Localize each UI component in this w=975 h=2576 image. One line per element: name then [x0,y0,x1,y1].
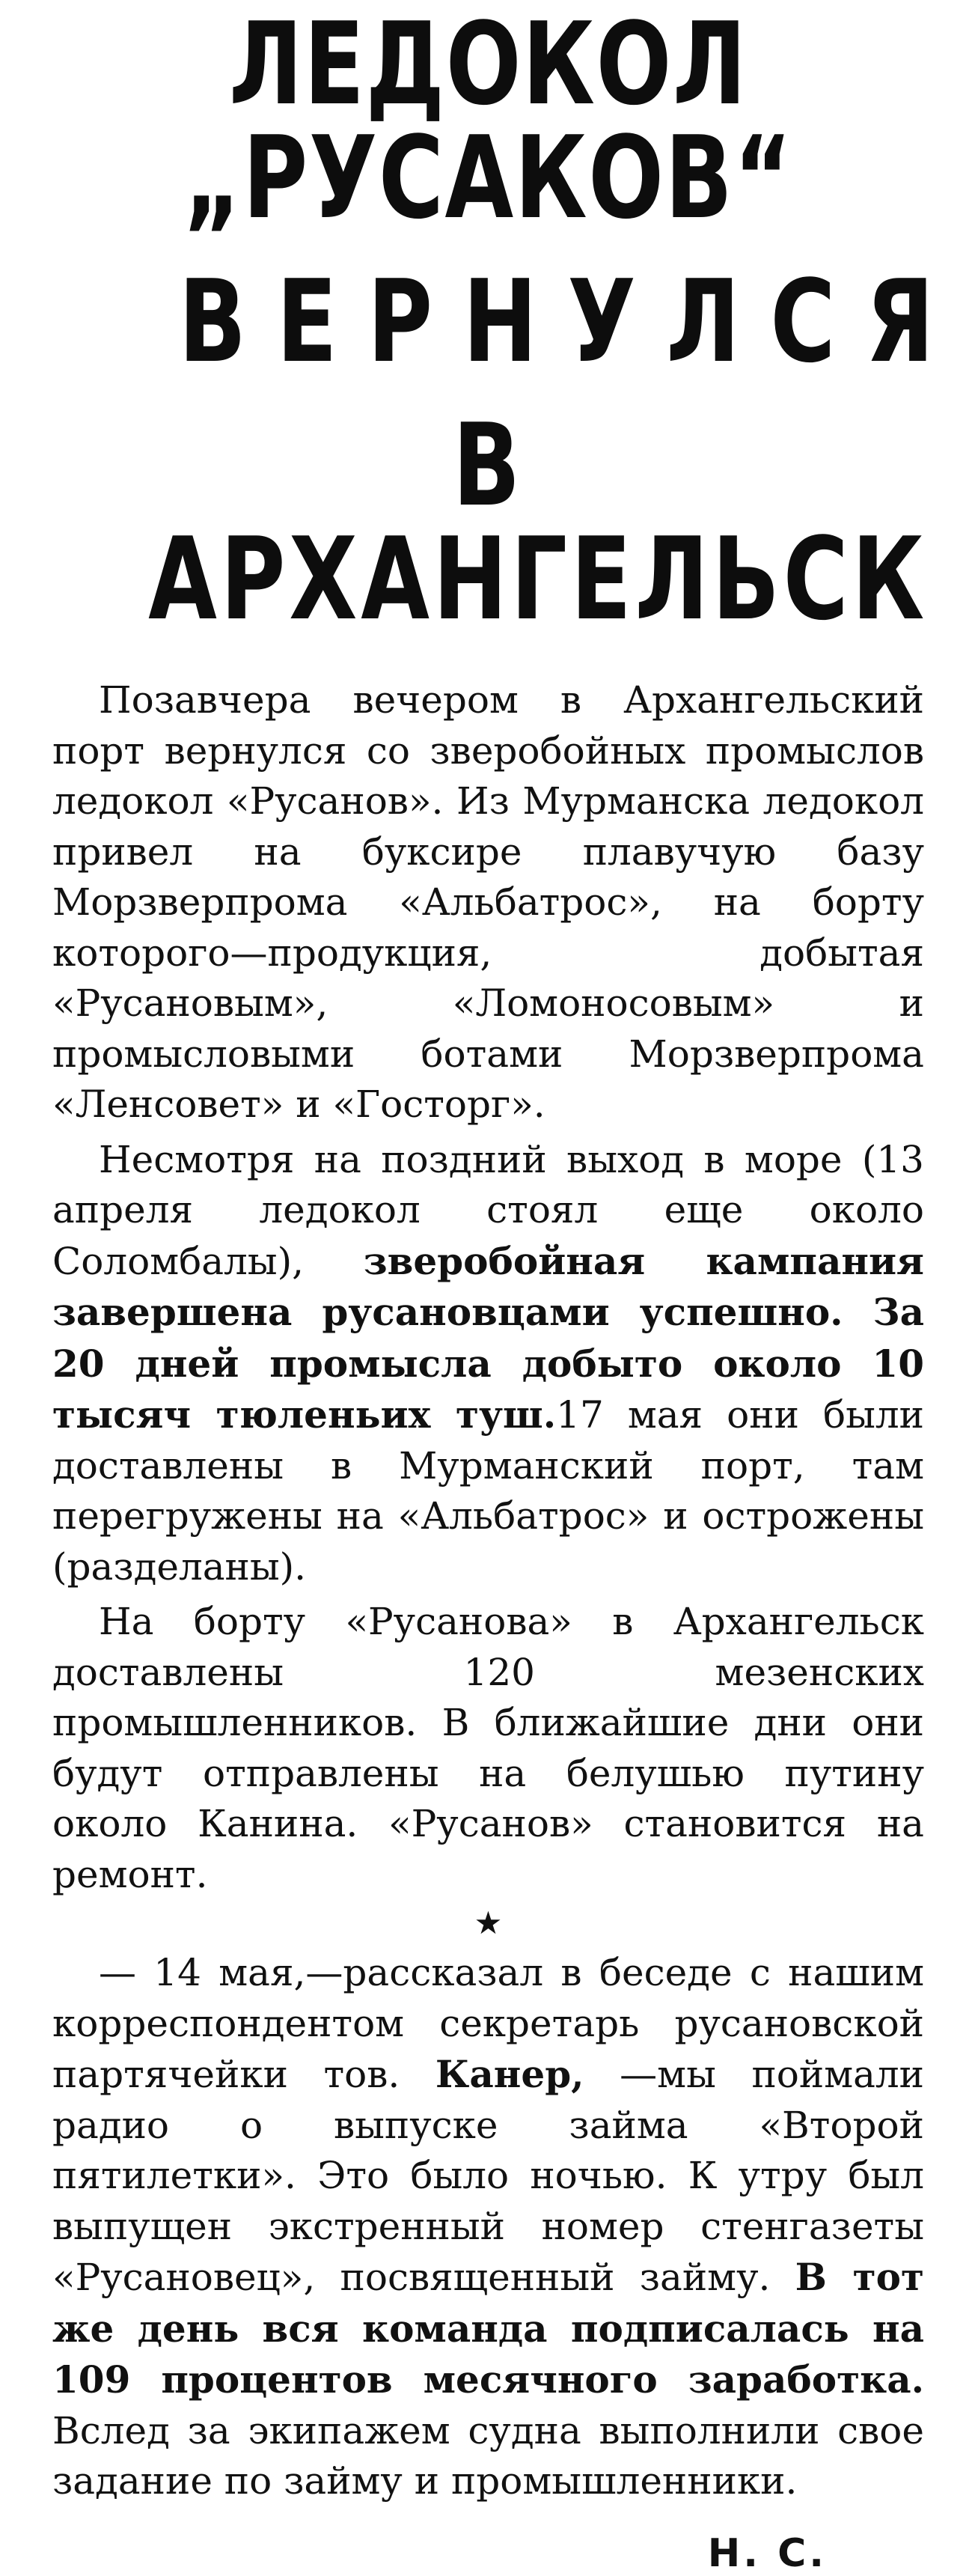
article-body [52,675,924,2507]
paragraph-1: Позавчера вечером в Архангельский порт вернулся со зверобойных промыслов ледокол «Русанов». Из Мурманска ледокол привел на буксире плавучую базу Морзверпрома «Альбатрос», на борту которого—продукция, добытая «Русановым», «Ломоносовым» и промысловыми ботами Морзверпрома «Ленсовет» и «Госторг». [52,678,924,1126]
paragraph-4-intro: — 14 мая,—рассказал в беседе с нашим корреспондентом секретарь русановской партячейки тов. [52,1951,924,2096]
paragraph-4-bold: В тот же день вся команда подписалась на 109 процентов месячного заработка. [52,2255,924,2402]
paragraph-2 [52,1135,924,1593]
signature: Н. С. [707,2530,827,2576]
star-separator-icon: ★ [474,1904,503,1941]
paragraph-4-tail: Вслед за экипажем судна выполнили свое задание по займу и промышленники. [52,2408,924,2503]
paragraph-2-intro: Несмотря на поздний выход в море (13 апреля ледокол стоял еще около Соломбалы), [52,1137,924,1283]
headline-line-3: В АРХАНГЕЛЬСК [148,399,928,645]
headline-line-2: ВЕРНУЛСЯ [178,255,965,388]
headline-line-1: ЛЕДОКОЛ „РУСАКОВ“ [183,0,794,244]
paragraph-3: На борту «Русанова» в Архангельск доставлены 120 мезенских промышленников. В ближайшие дни они будут отправлены на белушью путину около Канина. «Русанов» становится на ремонт. [52,1600,924,1896]
paragraph-2-bold: зверобойная кампания завершена русановцами успешно. За 20 дней промысла добыто около 10 тысяч тюленьих туш. [52,1238,924,1437]
paragraph-4-name: Канер, [435,2052,584,2096]
newspaper-clipping [52,0,965,2576]
paragraph-4-middle: —мы поймали радио о выпуске займа «Второй пятилетки». Это было ночью. К утру был выпущен экстренный номер стенгазеты «Русановец», посвященный займу. [52,2053,924,2299]
paragraph-2-tail: 17 мая они были доставлены в Мурманский порт, там перегружены на «Альбатрос» и острожены (разделаны). [52,1393,924,1589]
paragraph-4 [52,1948,924,2507]
